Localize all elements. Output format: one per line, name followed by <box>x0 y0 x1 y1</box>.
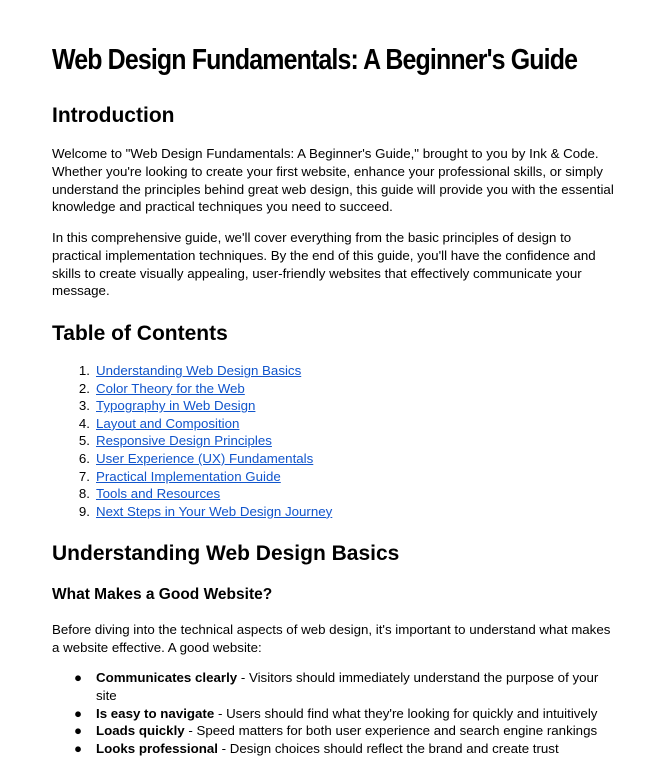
list-item-bold: Communicates clearly <box>96 670 238 685</box>
list-item-bold: Loads quickly <box>96 723 185 739</box>
toc-item-number: 6. <box>78 450 90 466</box>
bullet-icon: ● <box>74 705 83 721</box>
toc-link-practical-implementation[interactable]: Practical Implementation Guide <box>96 468 281 484</box>
toc-item-number: 3. <box>78 398 90 414</box>
intro-paragraph-1: Welcome to "Web Design Fundamentals: A Beginner's Guide," brought to you by Ink & Code. Whether you're looking to create your first website, enhance your professional skills, or simply understand the principles behind great web design, this guide will provide you with the essential knowledge and practical techniques you need to succeed. <box>52 146 614 215</box>
list-item-text: - Speed matters for both user experience and search engine rankings <box>184 723 598 739</box>
introduction-heading: Introduction <box>52 104 175 127</box>
list-item-bold: Is easy to navigate <box>96 705 215 721</box>
basics-paragraph: Before diving into the technical aspects of web design, it's important to understand what makes a website effective. A good website: <box>52 622 611 655</box>
toc-item-number: 9. <box>78 503 90 519</box>
toc-link-tools-resources[interactable]: Tools and Resources <box>96 486 221 502</box>
list-item <box>52 705 618 723</box>
table-of-contents-heading: Table of Contents <box>52 322 228 345</box>
list-item <box>52 722 618 740</box>
toc-item-number: 2. <box>78 380 90 396</box>
bullet-icon: ● <box>74 741 83 757</box>
toc-link-next-steps[interactable]: Next Steps in Your Web Design Journey <box>96 503 333 519</box>
toc-item-number: 7. <box>78 468 90 484</box>
toc-link-responsive-design[interactable]: Responsive Design Principles <box>96 433 272 449</box>
toc-link-ux-fundamentals[interactable]: User Experience (UX) Fundamentals <box>96 450 314 466</box>
basics-heading: Understanding Web Design Basics <box>52 542 400 565</box>
document-title: Web Design Fundamentals: A Beginner's Guide <box>52 44 578 76</box>
list-item-bold: Looks professional <box>96 741 218 757</box>
list-item-text: - Design choices should reflect the brand and create trust <box>217 741 559 757</box>
list-item <box>52 740 618 758</box>
list-item-text: - Users should find what they're looking for quickly and intuitively <box>214 705 598 721</box>
toc-link-typography[interactable]: Typography in Web Design <box>96 398 256 414</box>
toc-link-understanding-web-design-basics[interactable]: Understanding Web Design Basics <box>96 363 302 378</box>
toc-link-layout-composition[interactable]: Layout and Composition <box>96 415 240 431</box>
toc-item-number: 5. <box>78 433 90 449</box>
toc-item-number: 1. <box>78 363 90 378</box>
intro-paragraph-2: In this comprehensive guide, we'll cover everything from the basic principles of design to practical implementation techniques. By the end of this guide, you'll have the confidence and skills to create visually appealing, user-friendly websites that effectively communicate your message. <box>52 230 596 299</box>
bullet-icon: ● <box>74 670 83 685</box>
toc-item-number: 8. <box>78 486 90 502</box>
good-website-subheading: What Makes a Good Website? <box>52 586 273 603</box>
toc-link-color-theory[interactable]: Color Theory for the Web <box>96 380 245 396</box>
list-item <box>52 669 618 705</box>
good-website-list <box>52 669 618 758</box>
toc-item-number: 4. <box>78 415 90 431</box>
list-item-text: - Visitors should immediately understand the purpose of your site <box>96 670 599 703</box>
bullet-icon: ● <box>74 723 83 739</box>
